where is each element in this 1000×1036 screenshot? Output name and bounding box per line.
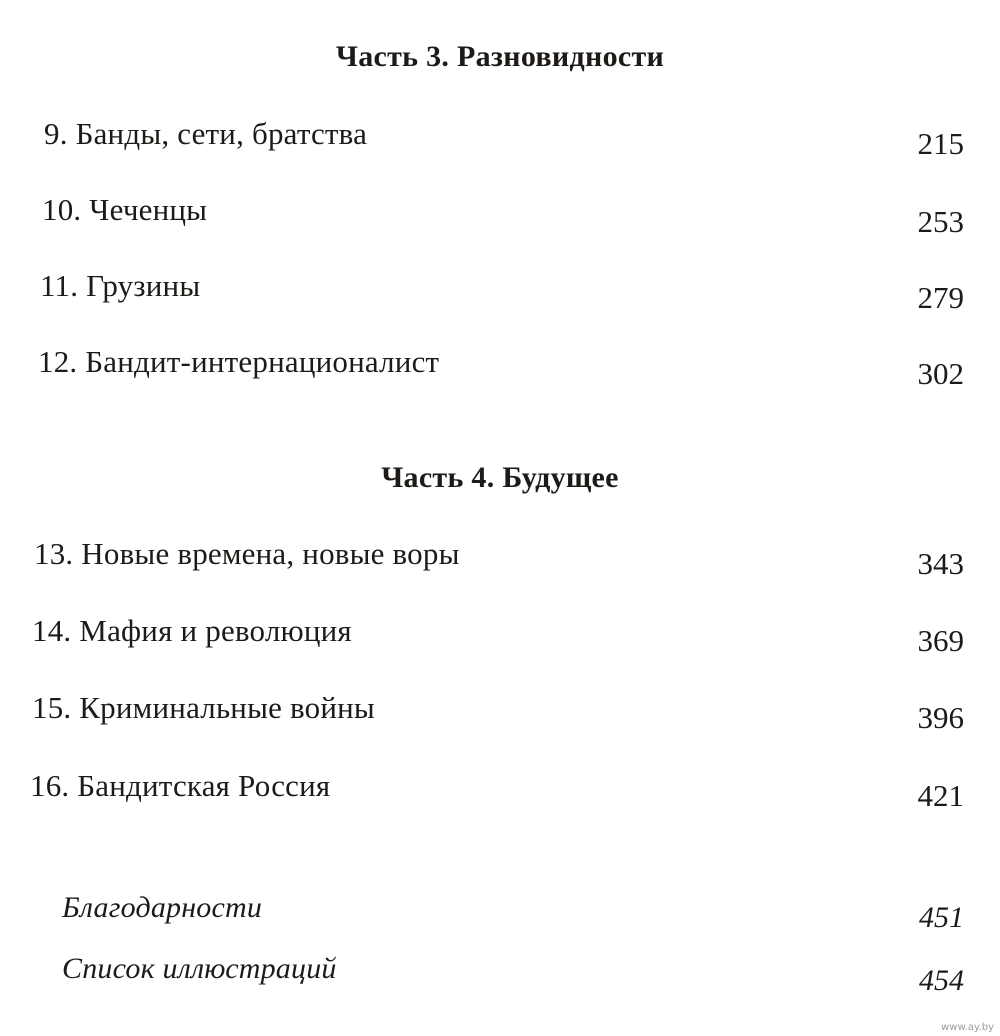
part-4-heading: Часть 4. Будущее xyxy=(381,461,619,494)
toc-entry-page: 454 xyxy=(919,964,964,997)
toc-entry xyxy=(0,344,1000,394)
toc-entry-title: 13. Новые времена, новые воры xyxy=(34,536,460,571)
toc-entry-title: Благодарности xyxy=(62,891,263,924)
toc-entry-title: 14. Мафия и революция xyxy=(32,613,352,648)
toc-entry-title: Список иллюстраций xyxy=(62,952,337,985)
toc-entry-page: 369 xyxy=(917,623,964,658)
toc-entry xyxy=(0,116,1000,166)
toc-entry-page: 421 xyxy=(917,778,964,813)
toc-entry xyxy=(0,690,1000,740)
toc-entry xyxy=(0,192,1000,242)
toc-entry-title: 11. Грузины xyxy=(40,268,201,303)
toc-entry xyxy=(0,613,1000,663)
toc-entry-page: 253 xyxy=(917,204,964,239)
toc-entry-back-matter xyxy=(0,890,1000,940)
toc-entry-page: 396 xyxy=(917,700,964,735)
part-3-heading: Часть 3. Разновидности xyxy=(335,40,665,73)
toc-entry-title: 15. Криминальные войны xyxy=(32,690,375,725)
toc-entry-title: 12. Бандит-интернационалист xyxy=(38,344,440,379)
toc-entry-back-matter xyxy=(0,951,1000,1001)
toc-entry-page: 343 xyxy=(917,546,964,581)
toc-entry-page: 302 xyxy=(917,356,964,391)
toc-entry xyxy=(0,768,1000,818)
toc-entry-page: 279 xyxy=(917,280,964,315)
toc-entry xyxy=(0,268,1000,318)
toc-entry xyxy=(0,536,1000,586)
watermark: www.ay.by xyxy=(941,1022,994,1033)
toc-entry-page: 451 xyxy=(919,901,964,934)
toc-entry-title: 16. Бандитская Россия xyxy=(30,768,331,803)
toc-entry-title: 10. Чеченцы xyxy=(42,192,208,227)
toc-entry-page: 215 xyxy=(917,126,964,161)
toc-entry-title: 9. Банды, сети, братства xyxy=(44,116,368,151)
